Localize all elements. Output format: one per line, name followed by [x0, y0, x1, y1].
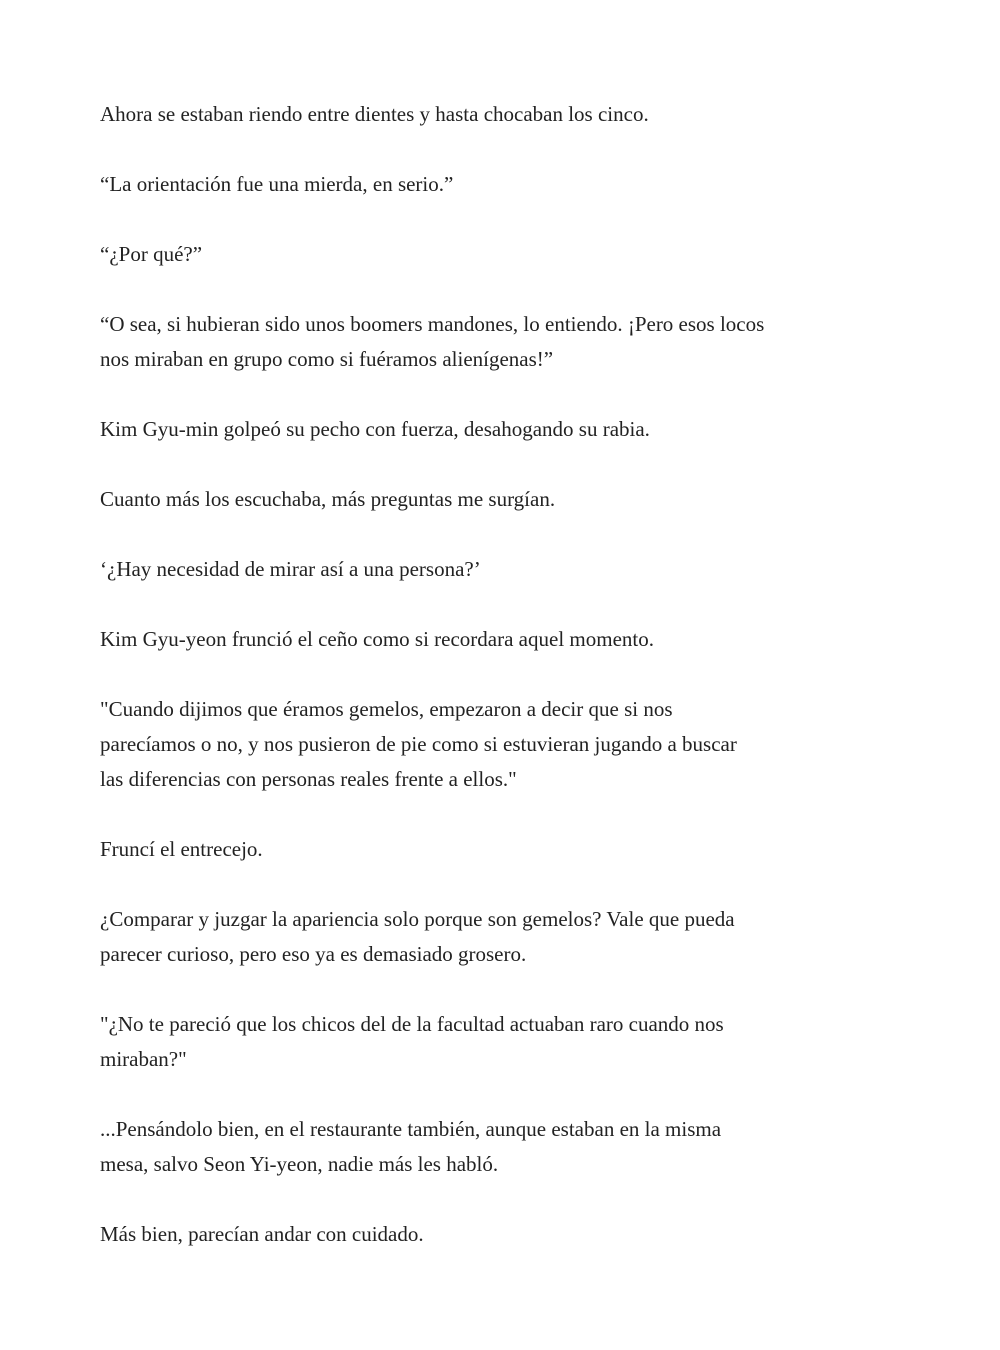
document-body: [100, 97, 920, 1287]
text-line: nos miraban en grupo como si fuéramos alienígenas!”: [100, 347, 554, 371]
text-line: parecer curioso, pero eso ya es demasiado grosero.: [100, 942, 527, 966]
text-line: Ahora se estaban riendo entre dientes y hasta chocaban los cinco.: [100, 102, 649, 126]
text-line: Kim Gyu-min golpeó su pecho con fuerza, desahogando su rabia.: [100, 417, 650, 441]
text-line: ‘¿Hay necesidad de mirar así a una persona?’: [100, 557, 481, 581]
paragraph: [100, 1217, 920, 1252]
text-line: mesa, salvo Seon Yi-yeon, nadie más les habló.: [100, 1152, 499, 1176]
text-line: las diferencias con personas reales frente a ellos.": [100, 767, 517, 791]
paragraph: [100, 307, 920, 377]
text-line: Más bien, parecían andar con cuidado.: [100, 1222, 424, 1246]
text-line: ...Pensándolo bien, en el restaurante también, aunque estaban en la misma: [100, 1117, 722, 1141]
paragraph: [100, 237, 920, 272]
paragraph: [100, 622, 920, 657]
paragraph: [100, 167, 920, 202]
text-line: Kim Gyu-yeon frunció el ceño como si recordara aquel momento.: [100, 627, 654, 651]
text-line: ¿Comparar y juzgar la apariencia solo porque son gemelos? Vale que pueda: [100, 907, 735, 931]
text-line: “La orientación fue una mierda, en serio.”: [100, 172, 454, 196]
text-line: “¿Por qué?”: [100, 242, 203, 266]
paragraph: [100, 1007, 920, 1077]
paragraph: [100, 552, 920, 587]
paragraph: [100, 97, 920, 132]
paragraph: [100, 482, 920, 517]
text-line: Fruncí el entrecejo.: [100, 837, 263, 861]
text-line: Cuanto más los escuchaba, más preguntas me surgían.: [100, 487, 556, 511]
paragraph: [100, 692, 920, 797]
text-line: "Cuando dijimos que éramos gemelos, empezaron a decir que si nos: [100, 697, 673, 721]
text-line: “O sea, si hubieran sido unos boomers mandones, lo entiendo. ¡Pero esos locos: [100, 312, 765, 336]
paragraph: [100, 412, 920, 447]
text-line: miraban?": [100, 1047, 187, 1071]
paragraph: [100, 832, 920, 867]
paragraph: [100, 902, 920, 972]
text-line: "¿No te pareció que los chicos del de la facultad actuaban raro cuando nos: [100, 1012, 724, 1036]
paragraph: [100, 1112, 920, 1182]
text-line: parecíamos o no, y nos pusieron de pie como si estuvieran jugando a buscar: [100, 732, 737, 756]
